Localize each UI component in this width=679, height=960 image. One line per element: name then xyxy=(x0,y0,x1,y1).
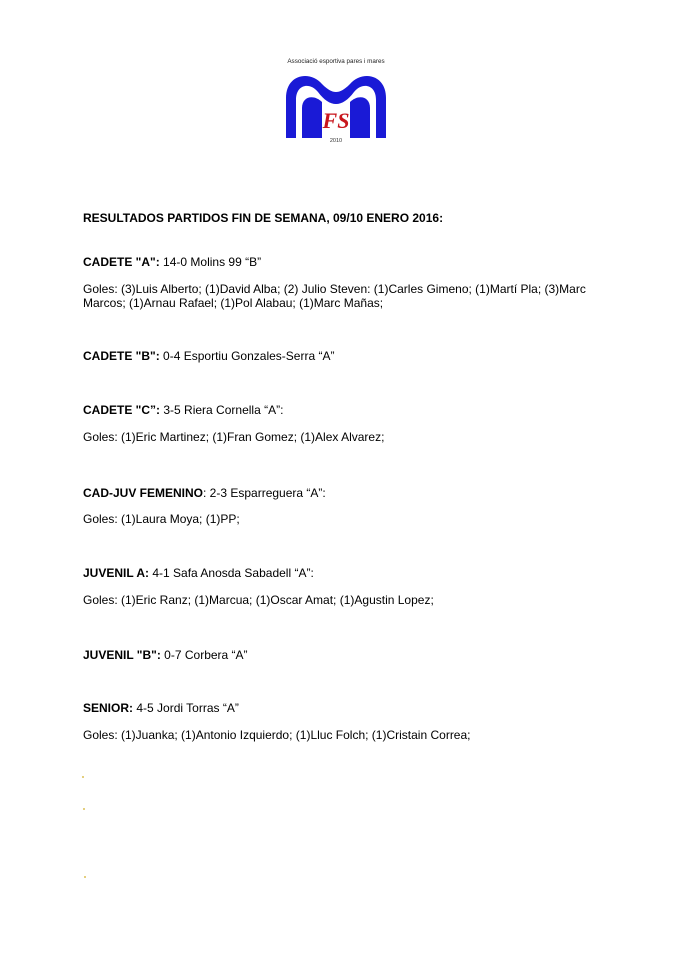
match-score: 0-7 Corbera “A” xyxy=(160,648,248,662)
match-score: 3-5 Riera Cornella “A”: xyxy=(160,403,284,417)
goals-senior: Goles: (1)Juanka; (1)Antonio Izquierdo; (1)Lluc Folch; (1)Cristain Correa; xyxy=(83,728,471,742)
goals-cad-juv-femenino: Goles: (1)Laura Moya; (1)PP; xyxy=(83,512,240,526)
match-score: 14-0 Molins 99 “B” xyxy=(159,255,262,269)
club-logo xyxy=(280,58,392,154)
team-name: JUVENIL "B": xyxy=(83,648,161,662)
scan-dot xyxy=(83,808,85,810)
team-name: CADETE "B": xyxy=(83,349,160,363)
result-cadete-c xyxy=(83,403,283,417)
goals-cadete-a: Goles: (3)Luis Alberto; (1)David Alba; (2) Julio Steven: (1)Carles Gimeno; (1)Martí Pla; (3)Marc Marcos; (1)Arnau Rafael; (1)Pol Alabau; (1)Marc Mañas; xyxy=(83,282,586,310)
team-name: JUVENIL A: xyxy=(83,566,150,580)
result-cadete-b xyxy=(83,349,334,363)
match-score: 4-5 Jordi Torras “A” xyxy=(133,701,239,715)
team-name: CADETE "A": xyxy=(83,255,160,269)
result-cad-juv-femenino xyxy=(83,486,326,500)
scan-dot xyxy=(84,876,86,878)
team-name: CADETE "C”: xyxy=(83,403,161,417)
result-cadete-a xyxy=(83,255,261,269)
team-name: CAD-JUV FEMENINO xyxy=(83,486,204,500)
result-juvenil-b xyxy=(83,648,248,662)
match-score: 4-1 Safa Anosda Sabadell “A”: xyxy=(149,566,314,580)
result-senior xyxy=(83,701,239,715)
scan-dot xyxy=(82,776,84,778)
team-name: SENIOR: xyxy=(83,701,134,715)
arch-m-logo-icon xyxy=(280,68,392,140)
result-juvenil-a xyxy=(83,566,314,580)
logo-year: 2010 xyxy=(329,138,343,144)
document-title: RESULTADOS PARTIDOS FIN DE SEMANA, 09/10 ENERO 2016: xyxy=(83,211,444,225)
goals-juvenil-a: Goles: (1)Eric Ranz; (1)Marcua; (1)Oscar Amat; (1)Agustin Lopez; xyxy=(83,593,434,607)
match-score: 0-4 Esportiu Gonzales-Serra “A” xyxy=(159,349,335,363)
match-score: : 2-3 Esparreguera “A”: xyxy=(203,486,326,500)
logo-caption: Associació esportiva pares i mares xyxy=(287,58,385,65)
goals-cadete-c: Goles: (1)Eric Martinez; (1)Fran Gomez; (1)Alex Alvarez; xyxy=(83,430,385,444)
logo-monogram: FS xyxy=(322,108,350,133)
